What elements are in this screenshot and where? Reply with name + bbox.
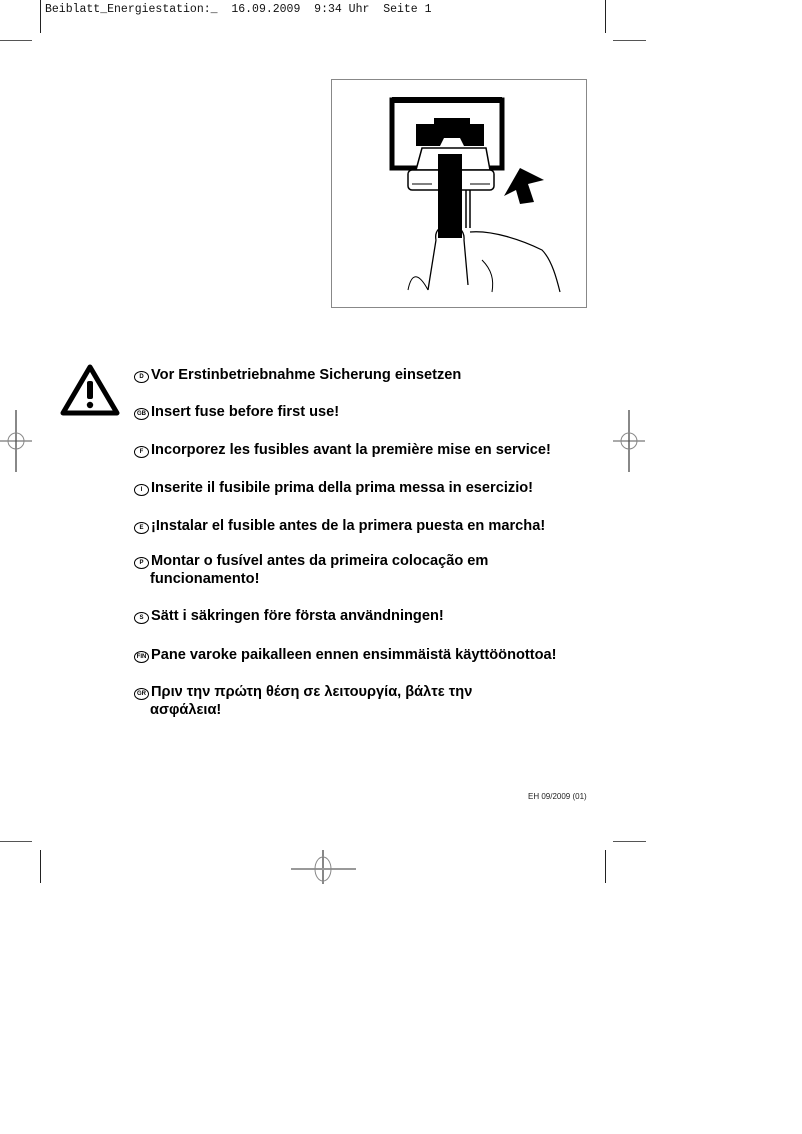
message-gb: GB Insert fuse before first use! [134,403,339,421]
message-fi: FIN Pane varoke paikalleen ennen ensimmäistä käyttöönottoa! [134,646,557,664]
warning-triangle-icon [60,364,120,416]
header-time: 9:34 Uhr [314,3,370,16]
registration-mark-icon [612,410,652,474]
header-filename: Beiblatt_Energiestation:_ [45,3,218,16]
message-es: E ¡Instalar el fusible antes de la primera puesta en marcha! [134,517,545,535]
crop-mark [605,0,606,33]
fuse-insertion-illustration-icon [332,80,586,307]
document-code: EH 09/2009 (01) [528,792,587,801]
lang-badge-icon: D [134,371,149,383]
registration-mark-icon [0,410,40,474]
crop-mark [613,841,646,842]
print-header [45,3,432,16]
lang-badge-icon: GB [134,408,149,420]
lang-badge-icon: F [134,446,149,458]
crop-mark [613,40,646,41]
lang-badge-icon: S [134,612,149,624]
fuse-figure [331,79,587,308]
header-date: 16.09.2009 [231,3,301,16]
lang-badge-icon: E [134,522,149,534]
lang-badge-icon: P [134,557,149,569]
crop-mark [40,850,41,883]
crop-mark [40,0,41,33]
message-se: S Sätt i säkringen före första användningen! [134,607,444,625]
message-de: D Vor Erstinbetriebnahme Sicherung einsetzen [134,366,461,384]
message-gr: GR Πριν την πρώτη θέση σε λειτουργία, βάλτε την ασφάλεια! [134,683,472,719]
crop-mark [0,40,32,41]
lang-badge-icon: FIN [134,651,149,663]
lang-badge-icon: GR [134,688,149,700]
message-it: I Inserite il fusibile prima della prima messa in esercizio! [134,479,533,497]
crop-mark [0,841,32,842]
registration-mark-icon [290,850,360,886]
message-pt: P Montar o fusível antes da primeira colocação em funcionamento! [134,552,488,588]
lang-badge-icon: I [134,484,149,496]
header-page: Seite 1 [383,3,432,16]
message-fr: F Incorporez les fusibles avant la première mise en service! [134,441,551,459]
crop-mark [605,850,606,883]
